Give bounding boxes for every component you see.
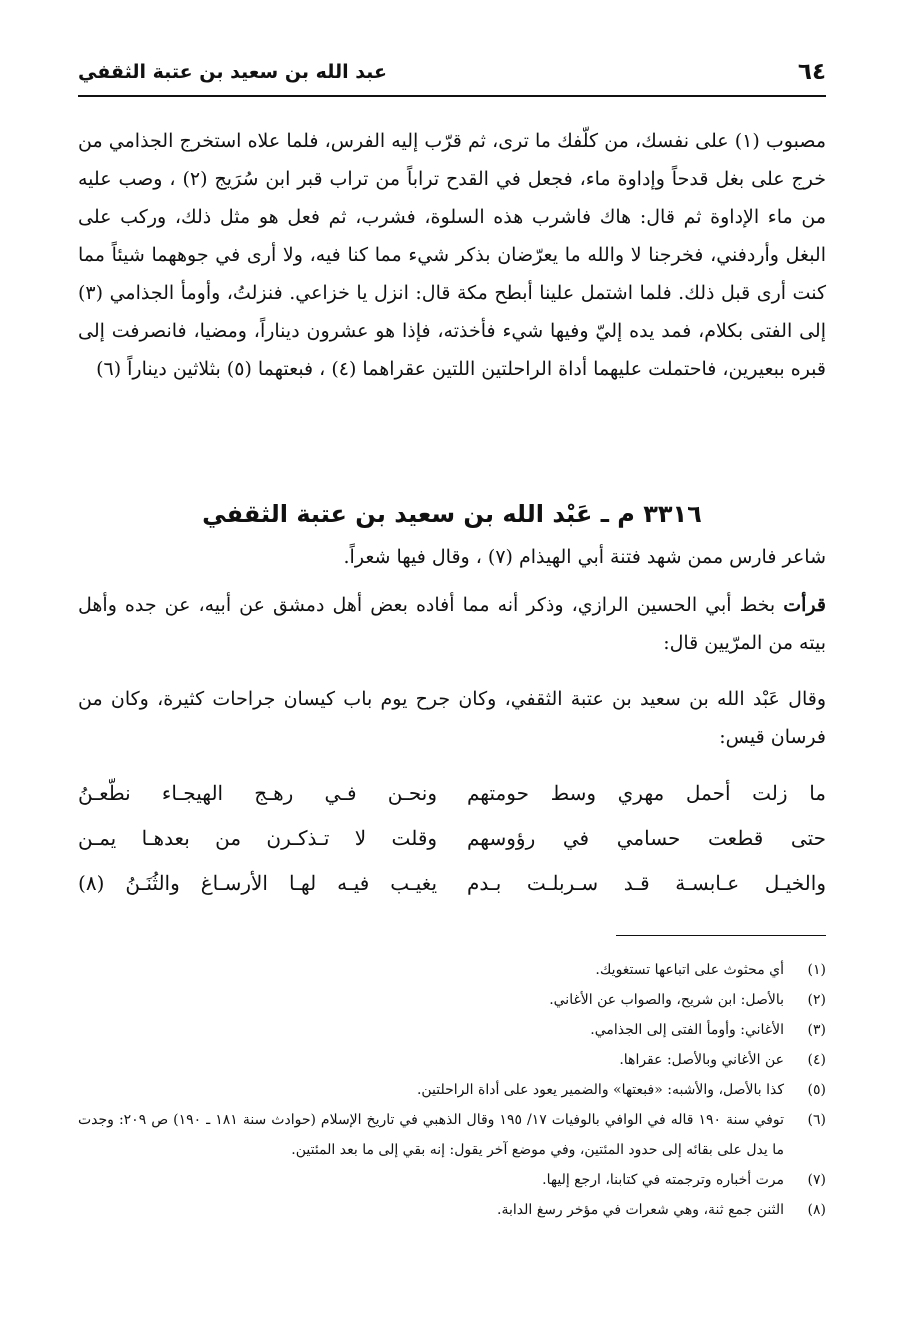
footnote-text: الأغاني: وأومأ الفتى إلى الجذامي. (590, 1022, 784, 1038)
footnote (78, 1105, 826, 1165)
footnote (78, 1195, 826, 1225)
header-divider (78, 95, 826, 97)
poem-verse (78, 815, 826, 860)
poem-verse (78, 770, 826, 815)
poem-second-hemistich: وقلت لا تـذكـرن من بعدهـا يمـن (78, 825, 438, 850)
poem-second-hemistich: يغيـب فيـه لهـا الأرسـاغ والثُنَـنُ (٨) (78, 870, 438, 895)
footnote (78, 1075, 826, 1105)
footnote-number: (٦) (807, 1112, 826, 1128)
poem-first-hemistich: ما زلت أحمل مهري وسط حومتهم (466, 780, 826, 805)
footnote-text: كذا بالأصل، والأشبه: «فبعتها» والضمير يعود على أداة الراحلتين. (416, 1082, 784, 1098)
poem (78, 770, 826, 905)
footnote-divider (616, 935, 826, 936)
source-text: بخط أبي الحسين الرازي، وذكر أنه مما أفاده بعض أهل دمشق عن أبيه، عن جده وأهل بيته من المرّيين قال: (78, 594, 826, 654)
entry-title: ٣٣١٦ م ـ عَبْد الله بن سعيد بن عتبة الثقفي (202, 500, 702, 528)
poem-first-hemistich: حتى قطعت حسامي في رؤوسهم (466, 825, 826, 850)
footnote-number: (٨) (807, 1202, 826, 1218)
poem-second-hemistich: ونحـن فـي رهـج الهيجـاء نطّعـنُ (78, 780, 438, 805)
footnote-number: (٥) (807, 1082, 826, 1098)
footnote-number: (٧) (807, 1172, 826, 1188)
poem-verse (78, 860, 826, 905)
source-keyword: قرأت (783, 594, 826, 616)
footnote-number: (٣) (807, 1022, 826, 1038)
footnote-text: مرت أخباره وترجمته في كتابنا، ارجع إليها. (542, 1172, 784, 1188)
footnote (78, 1015, 826, 1045)
intro-paragraph: مصبوب (١) على نفسك، من كلّفك ما ترى، ثم قرّب إليه الفرس، فلما علاه استخرج الجذامي من خرج على بغل قدحاً وإداوة ماء، فجعل في القدح تراباً من تراب قبر ابن سُرَيج (٢) ، وصب عليه من ماء الإداوة ثم قال: هاك فاشرب هذه السلوة، فشرب، ثم فعل هو مثل ذلك، وركب على البغل وأردفني، فخرجنا لا والله ما يعرّضان بذكر شيء مما كنا فيه، ولا أرى في جوههما شيئاً مما كنت أرى قبل ذلك. فلما اشتمل علينا أبطح مكة قال: انزل يا خزاعي. فنزلتُ، وأومأ الجذامي (٣) إلى الفتى بكلام، فمد يده إليّ وفيها شيء فأخذته، فإذا هو عشرون ديناراً، ومضيا، فانصرفت إلى قبره ببعيرين، فاحتملت عليهما أداة الراحلتين اللتين عقراهما (٤) ، فبعتهما (٥) بثلاثين ديناراً (٦) (78, 130, 827, 380)
footnote-number: (١) (807, 962, 826, 978)
quote-intro-paragraph: وقال عَبْد الله بن سعيد بن عتبة الثقفي، وكان جرح يوم باب كيسان جراحات كثيرة، وكان من فرسان قيس: (78, 688, 826, 748)
footnotes (78, 955, 826, 1225)
footnote (78, 985, 826, 1015)
footnote-number: (٤) (807, 1052, 826, 1068)
footnote-text: بالأصل: ابن شريح، والصواب عن الأغاني. (549, 992, 784, 1008)
running-title: عبد الله بن سعيد بن عتبة الثقفي (78, 61, 387, 83)
source-paragraph (78, 586, 826, 662)
footnote (78, 1165, 826, 1195)
footnote-text: توفي سنة ١٩٠ قاله في الوافي بالوفيات ١٧/ ١٩٥ وقال الذهبي في تاريخ الإسلام (حوادث سنة ١٨١ ـ ١٩٠) ص ٢٠٩: وجدت ما يدل على بقائه إلى حدود المئتين، وفي موضع آخر يقول: إنه بقي إلى ما بعد المئتين. (78, 1112, 784, 1158)
footnote (78, 955, 826, 985)
footnote-text: عن الأغاني وبالأصل: عقراها. (619, 1052, 784, 1068)
footnote-text: الثنن جمع ثنة، وهي شعرات في مؤخر رسغ الدابة. (497, 1202, 784, 1218)
entry-description: شاعر فارس ممن شهد فتنة أبي الهيذام (٧) ، وقال فيها شعراً. (343, 546, 826, 568)
footnote (78, 1045, 826, 1075)
poem-first-hemistich: والخيـل عـابسـة قـد سـربلـت بـدم (466, 870, 826, 895)
footnote-text: أي محثوث على اتباعها تستغويك. (595, 962, 784, 978)
page-number: ٦٤ (797, 59, 826, 85)
footnote-number: (٢) (807, 992, 826, 1008)
page-header (78, 52, 826, 92)
